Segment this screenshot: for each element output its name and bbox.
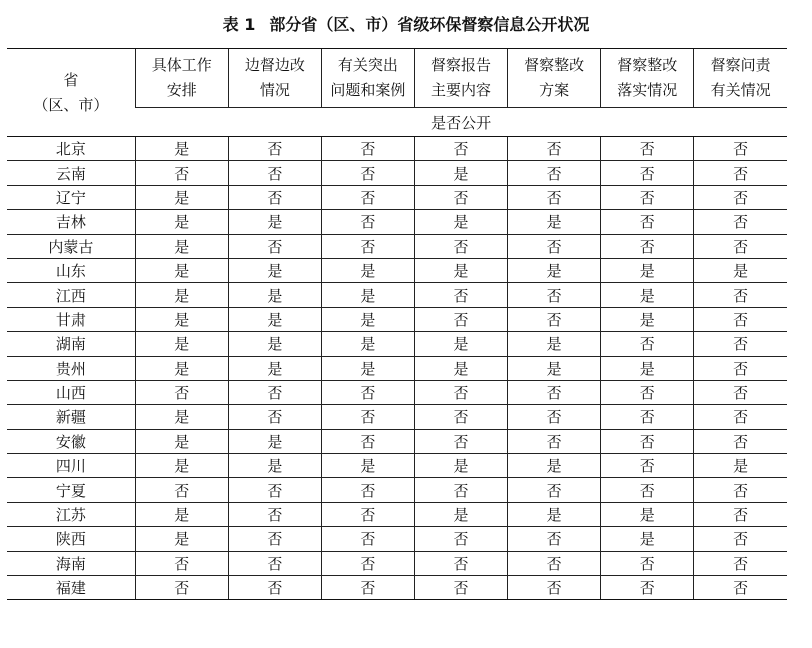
disclosure-cell: 否 <box>321 210 414 234</box>
disclosure-cell: 否 <box>508 429 601 453</box>
table-row <box>7 356 787 380</box>
disclosure-cell: 是 <box>135 258 228 282</box>
disclosure-cell: 否 <box>135 576 228 600</box>
disclosure-cell: 是 <box>135 527 228 551</box>
disclosure-cell: 否 <box>508 234 601 258</box>
disclosure-cell: 否 <box>414 478 507 502</box>
province-cell: 贵州 <box>7 356 135 380</box>
disclosure-cell: 否 <box>321 405 414 429</box>
disclosure-cell: 是 <box>414 210 507 234</box>
province-column-header: 省 （区、市） <box>7 49 135 137</box>
disclosure-cell: 否 <box>321 380 414 404</box>
table-row <box>7 234 787 258</box>
column-header: 督察报告 主要内容 <box>414 49 507 108</box>
disclosure-cell: 否 <box>601 161 694 185</box>
disclosure-cell: 否 <box>228 137 321 161</box>
disclosure-cell: 否 <box>321 429 414 453</box>
disclosure-cell: 否 <box>508 405 601 429</box>
disclosure-cell: 否 <box>601 576 694 600</box>
disclosure-cell: 是 <box>228 356 321 380</box>
disclosure-cell: 是 <box>228 454 321 478</box>
header-row <box>7 49 787 108</box>
disclosure-cell: 否 <box>694 405 787 429</box>
province-cell: 山东 <box>7 258 135 282</box>
disclosure-cell: 是 <box>321 332 414 356</box>
disclosure-cell: 否 <box>601 234 694 258</box>
disclosure-cell: 是 <box>135 234 228 258</box>
disclosure-cell: 否 <box>694 380 787 404</box>
disclosure-cell: 是 <box>135 283 228 307</box>
column-header: 具体工作 安排 <box>135 49 228 108</box>
disclosure-cell: 否 <box>694 307 787 331</box>
disclosure-cell: 是 <box>601 356 694 380</box>
disclosure-cell: 是 <box>228 307 321 331</box>
disclosure-cell: 是 <box>508 210 601 234</box>
disclosure-cell: 否 <box>601 405 694 429</box>
disclosure-cell: 否 <box>508 551 601 575</box>
disclosure-cell: 否 <box>601 478 694 502</box>
disclosure-cell: 是 <box>508 356 601 380</box>
table-row <box>7 429 787 453</box>
disclosure-cell: 否 <box>508 307 601 331</box>
disclosure-cell: 否 <box>228 185 321 209</box>
disclosure-cell: 否 <box>135 380 228 404</box>
province-cell: 四川 <box>7 454 135 478</box>
disclosure-cell: 否 <box>414 234 507 258</box>
disclosure-cell: 是 <box>228 332 321 356</box>
disclosure-cell: 是 <box>508 332 601 356</box>
table-row <box>7 307 787 331</box>
disclosure-cell: 是 <box>135 405 228 429</box>
disclosure-cell: 否 <box>508 576 601 600</box>
disclosure-cell: 否 <box>414 307 507 331</box>
disclosure-cell: 否 <box>694 161 787 185</box>
province-cell: 江西 <box>7 283 135 307</box>
table-row <box>7 258 787 282</box>
disclosure-cell: 否 <box>321 478 414 502</box>
province-cell: 江苏 <box>7 502 135 526</box>
disclosure-cell: 是 <box>135 210 228 234</box>
disclosure-cell: 否 <box>694 429 787 453</box>
disclosure-cell: 否 <box>414 527 507 551</box>
disclosure-cell: 否 <box>601 380 694 404</box>
column-header: 边督边改 情况 <box>228 49 321 108</box>
province-cell: 湖南 <box>7 332 135 356</box>
disclosure-cell: 是 <box>135 429 228 453</box>
disclosure-cell: 是 <box>228 258 321 282</box>
province-cell: 安徽 <box>7 429 135 453</box>
disclosure-cell: 否 <box>228 161 321 185</box>
disclosure-cell: 否 <box>694 527 787 551</box>
province-cell: 宁夏 <box>7 478 135 502</box>
disclosure-cell: 否 <box>601 137 694 161</box>
disclosure-cell: 否 <box>414 185 507 209</box>
province-cell: 福建 <box>7 576 135 600</box>
disclosure-cell: 否 <box>414 405 507 429</box>
disclosure-cell: 否 <box>414 429 507 453</box>
table-row <box>7 502 787 526</box>
column-header: 有关突出 问题和案例 <box>321 49 414 108</box>
disclosure-cell: 否 <box>135 551 228 575</box>
disclosure-cell: 否 <box>228 234 321 258</box>
disclosure-cell: 是 <box>135 356 228 380</box>
disclosure-cell: 否 <box>694 332 787 356</box>
disclosure-cell: 是 <box>228 210 321 234</box>
table-row <box>7 527 787 551</box>
disclosure-cell: 是 <box>228 429 321 453</box>
table-row <box>7 283 787 307</box>
table-row <box>7 185 787 209</box>
disclosure-cell: 否 <box>414 283 507 307</box>
disclosure-subheader: 是否公开 <box>135 108 787 137</box>
table-row <box>7 576 787 600</box>
province-cell: 云南 <box>7 161 135 185</box>
disclosure-table <box>7 48 787 600</box>
disclosure-cell: 否 <box>694 137 787 161</box>
disclosure-cell: 否 <box>228 527 321 551</box>
disclosure-cell: 是 <box>601 283 694 307</box>
disclosure-cell: 否 <box>508 185 601 209</box>
disclosure-cell: 是 <box>135 454 228 478</box>
table-row <box>7 478 787 502</box>
disclosure-cell: 否 <box>694 551 787 575</box>
disclosure-cell: 是 <box>414 161 507 185</box>
disclosure-cell: 是 <box>321 454 414 478</box>
disclosure-cell: 是 <box>414 454 507 478</box>
province-cell: 山西 <box>7 380 135 404</box>
table-row <box>7 210 787 234</box>
province-cell: 陕西 <box>7 527 135 551</box>
disclosure-cell: 是 <box>135 137 228 161</box>
disclosure-cell: 否 <box>321 185 414 209</box>
disclosure-cell: 否 <box>321 502 414 526</box>
disclosure-cell: 否 <box>694 234 787 258</box>
column-header: 督察整改 落实情况 <box>601 49 694 108</box>
disclosure-cell: 是 <box>321 356 414 380</box>
disclosure-cell: 否 <box>601 454 694 478</box>
disclosure-cell: 否 <box>414 137 507 161</box>
table-row <box>7 405 787 429</box>
province-cell: 吉林 <box>7 210 135 234</box>
table-number: 表 1 <box>222 15 256 34</box>
table-body <box>7 137 787 600</box>
disclosure-cell: 是 <box>135 332 228 356</box>
disclosure-cell: 否 <box>321 137 414 161</box>
disclosure-cell: 是 <box>321 307 414 331</box>
disclosure-cell: 是 <box>414 356 507 380</box>
disclosure-cell: 否 <box>321 551 414 575</box>
disclosure-cell: 否 <box>601 185 694 209</box>
table-row <box>7 332 787 356</box>
disclosure-cell: 否 <box>694 478 787 502</box>
disclosure-cell: 是 <box>508 258 601 282</box>
disclosure-cell: 否 <box>321 234 414 258</box>
disclosure-cell: 是 <box>135 307 228 331</box>
disclosure-cell: 是 <box>414 502 507 526</box>
table-row <box>7 454 787 478</box>
table-row <box>7 380 787 404</box>
disclosure-cell: 否 <box>321 576 414 600</box>
disclosure-cell: 否 <box>135 478 228 502</box>
disclosure-cell: 否 <box>601 429 694 453</box>
table-row <box>7 137 787 161</box>
province-cell: 辽宁 <box>7 185 135 209</box>
disclosure-cell: 否 <box>601 332 694 356</box>
disclosure-cell: 是 <box>228 283 321 307</box>
disclosure-cell: 否 <box>228 551 321 575</box>
disclosure-cell: 是 <box>508 502 601 526</box>
disclosure-cell: 否 <box>508 478 601 502</box>
table-title: 部分省（区、市）省级环保督察信息公开状况 <box>269 15 590 34</box>
disclosure-cell: 否 <box>508 527 601 551</box>
disclosure-cell: 是 <box>135 502 228 526</box>
disclosure-cell: 否 <box>694 502 787 526</box>
province-cell: 新疆 <box>7 405 135 429</box>
disclosure-cell: 否 <box>694 210 787 234</box>
province-cell: 北京 <box>7 137 135 161</box>
table-row <box>7 551 787 575</box>
disclosure-cell: 是 <box>694 258 787 282</box>
disclosure-cell: 是 <box>135 185 228 209</box>
disclosure-cell: 是 <box>694 454 787 478</box>
disclosure-cell: 是 <box>601 502 694 526</box>
disclosure-cell: 否 <box>228 576 321 600</box>
disclosure-cell: 是 <box>321 283 414 307</box>
disclosure-cell: 否 <box>414 551 507 575</box>
column-header: 督察整改 方案 <box>508 49 601 108</box>
disclosure-cell: 否 <box>228 380 321 404</box>
disclosure-cell: 是 <box>601 258 694 282</box>
disclosure-cell: 否 <box>508 137 601 161</box>
disclosure-cell: 否 <box>694 185 787 209</box>
disclosure-cell: 否 <box>601 551 694 575</box>
disclosure-cell: 否 <box>228 478 321 502</box>
disclosure-cell: 否 <box>414 380 507 404</box>
province-cell: 内蒙古 <box>7 234 135 258</box>
province-cell: 甘肃 <box>7 307 135 331</box>
disclosure-cell: 否 <box>694 356 787 380</box>
disclosure-cell: 是 <box>508 454 601 478</box>
disclosure-cell: 否 <box>694 283 787 307</box>
disclosure-cell: 是 <box>321 258 414 282</box>
disclosure-cell: 否 <box>135 161 228 185</box>
disclosure-cell: 否 <box>321 161 414 185</box>
disclosure-cell: 否 <box>508 380 601 404</box>
disclosure-cell: 是 <box>601 307 694 331</box>
disclosure-cell: 否 <box>601 210 694 234</box>
disclosure-cell: 否 <box>228 502 321 526</box>
disclosure-cell: 否 <box>414 576 507 600</box>
column-header: 督察问责 有关情况 <box>694 49 787 108</box>
province-cell: 海南 <box>7 551 135 575</box>
disclosure-cell: 是 <box>414 258 507 282</box>
table-caption <box>0 14 812 36</box>
table-row <box>7 161 787 185</box>
disclosure-cell: 否 <box>508 283 601 307</box>
disclosure-cell: 否 <box>321 527 414 551</box>
disclosure-cell: 否 <box>228 405 321 429</box>
disclosure-cell: 否 <box>694 576 787 600</box>
disclosure-cell: 否 <box>508 161 601 185</box>
disclosure-cell: 是 <box>414 332 507 356</box>
disclosure-cell: 是 <box>601 527 694 551</box>
